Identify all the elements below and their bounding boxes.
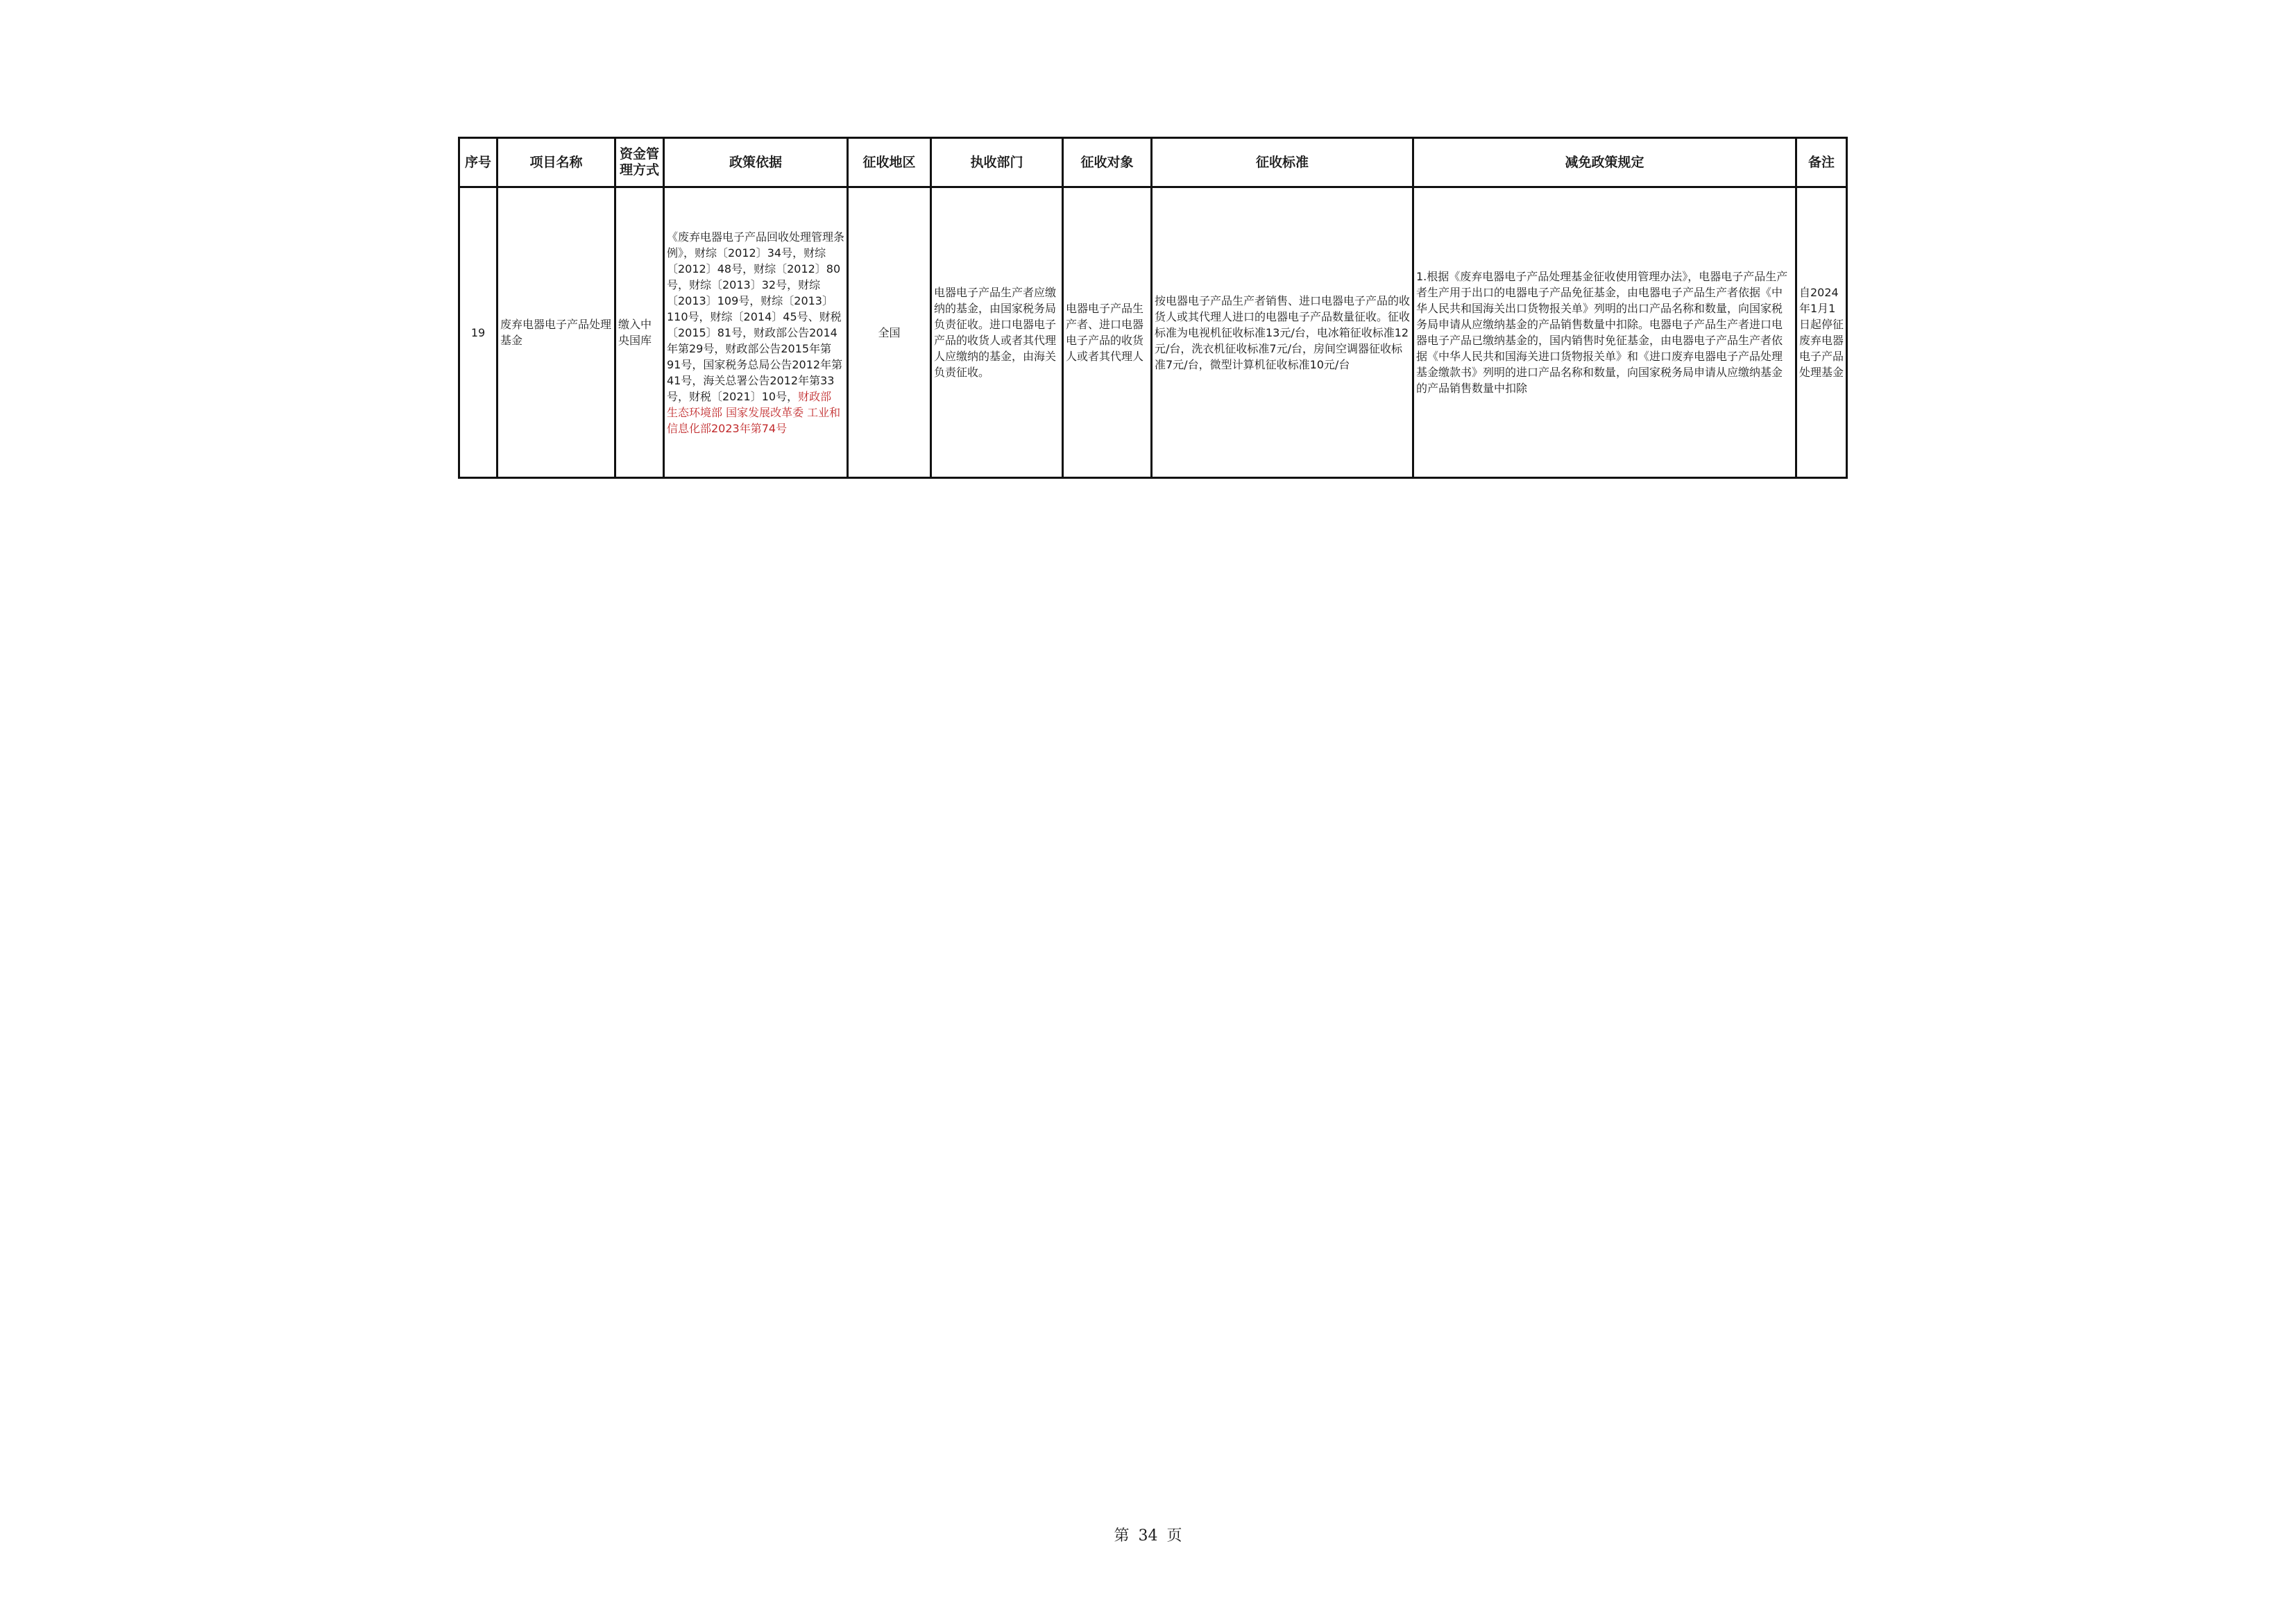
header-remarks: 备注 [1796, 138, 1847, 187]
fund-table [458, 137, 1848, 479]
header-policy-basis: 政策依据 [664, 138, 848, 187]
cell-project-name: 废弃电器电子产品处理基金 [498, 187, 615, 478]
cell-collection-target: 电器电子产品生产者、进口电器电子产品的收货人或者其代理人 [1063, 187, 1152, 478]
header-collection-target: 征收对象 [1063, 138, 1152, 187]
header-region: 征收地区 [848, 138, 931, 187]
cell-region: 全国 [848, 187, 931, 478]
cell-exemption-policy: 1.根据《废弃电器电子产品处理基金征收使用管理办法》，电器电子产品生产者生产用于出口的电器电子产品免征基金，由电器电子产品生产者依据《中华人民共和国海关出口货物报关单》列明的出口产品名称和数量，向国家税务局申请从应缴纳基金的产品销售数量中扣除。电器电子产品生产者进口电器电子产品已缴纳基金的，国内销售时免征基金，由电器电子产品生产者依据《中华人民共和国海关进口货物报关单》和《进口废弃电器电子产品处理基金缴款书》列明的进口产品名称和数量，向国家税务局申请从应缴纳基金的产品销售数量中扣除 [1413, 187, 1796, 478]
policy-basis-text: 《废弃电器电子产品回收处理管理条例》，财综〔2012〕34号，财综〔2012〕48号，财综〔2012〕80号，财综〔2013〕32号，财综〔2013〕109号，财综〔2013〕110号，财综〔2014〕45号、财税〔2015〕81号，财政部公告2014年第29号，财政部公告2015年第91号，国家税务总局公告2012年第41号，海关总署公告2012年第33号，财税〔2021〕10号， [667, 230, 845, 403]
cell-fund-management: 缴入中央国库 [615, 187, 664, 478]
header-collection-standard: 征收标准 [1152, 138, 1413, 187]
table-row [459, 187, 1847, 478]
policy-basis-red-text: 财政部 生态环境部 国家发展改革委 工业和信息化部2023年第74号 [667, 389, 841, 435]
header-exemption-policy: 减免政策规定 [1413, 138, 1796, 187]
header-seq: 序号 [459, 138, 498, 187]
header-project-name: 项目名称 [498, 138, 615, 187]
cell-seq: 19 [459, 187, 498, 478]
cell-remarks: 自2024年1月1日起停征废弃电器电子产品处理基金 [1796, 187, 1847, 478]
header-row [459, 138, 1847, 187]
header-collecting-dept: 执收部门 [931, 138, 1063, 187]
cell-policy-basis [664, 187, 848, 478]
cell-collection-standard: 按电器电子产品生产者销售、进口电器电子产品的收货人或其代理人进口的电器电子产品数量征收。征收标准为电视机征收标准13元/台，电冰箱征收标准12元/台，洗衣机征收标准7元/台，房间空调器征收标准7元/台，微型计算机征收标准10元/台 [1152, 187, 1413, 478]
cell-collecting-dept: 电器电子产品生产者应缴纳的基金，由国家税务局负责征收。进口电器电子产品的收货人或者其代理人应缴纳的基金，由海关负责征收。 [931, 187, 1063, 478]
header-fund-management: 资金管理方式 [615, 138, 664, 187]
page-number: 第 34 页 [1114, 1527, 1182, 1545]
